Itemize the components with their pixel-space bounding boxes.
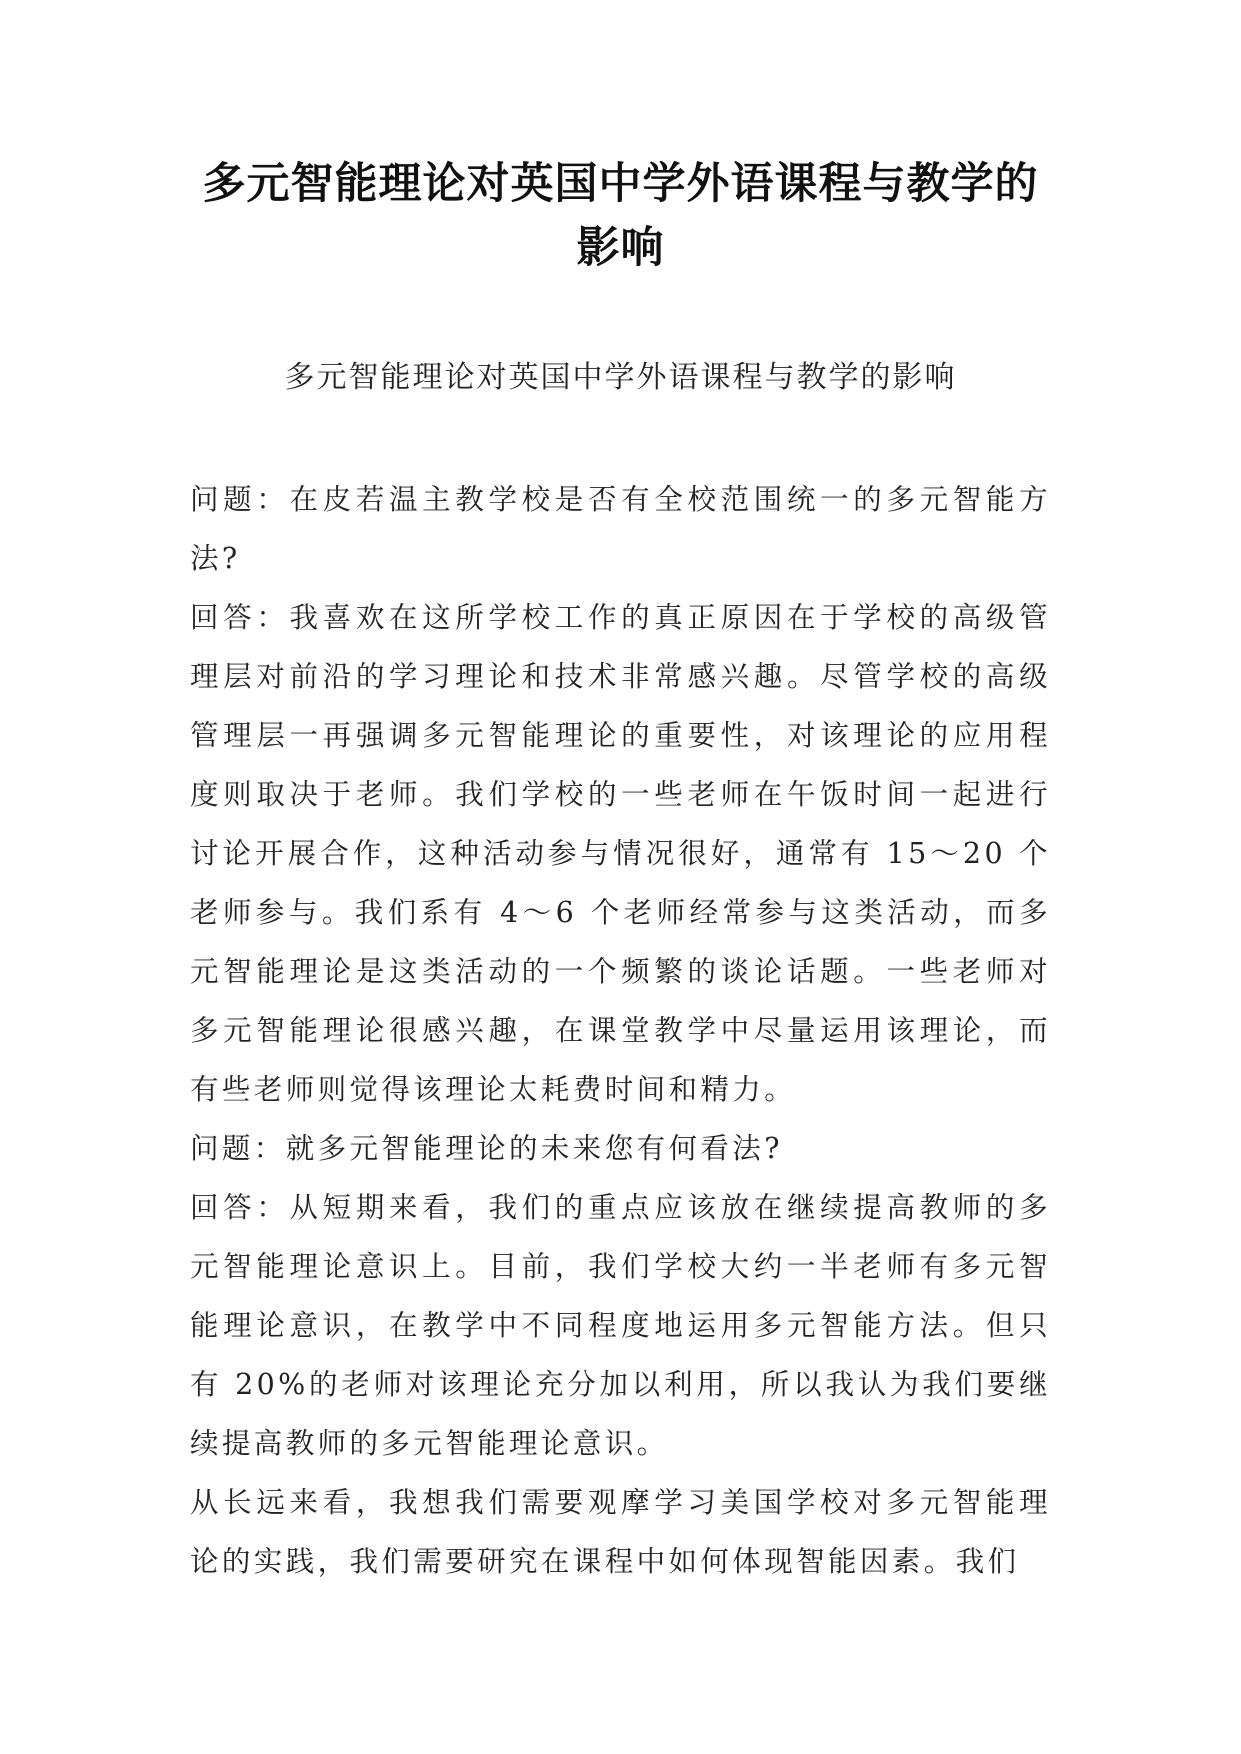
paragraph-question-2: 问题：就多元智能理论的未来您有何看法? [190,1132,783,1165]
document-title: 多元智能理论对英国中学外语课程与教学的影响 [202,159,1039,273]
paragraph-answer-1: 回答：我喜欢在这所学校工作的真正原因在于学校的高级管理层对前沿的学习理论和技术非常感兴趣。尽管学校的高级管理层一再强调多元智能理论的重要性，对该理论的应用程度则取决于老师。我们学校的一些老师在午饭时间一起进行讨论开展合作，这种活动参与情况很好，通常有 15～20 个老师参与。我们系有 4～6 个老师经常参与这类活动，而多元智能理论是这类活动的一个频繁的谈论话题。一些老师对多元智能理论很感兴趣，在课堂教学中尽量运用该理论，而有些老师则觉得该理论太耗费时间和精力。 [190,601,1051,1106]
paragraph-long-term: 从长远来看，我想我们需要观摩学习美国学校对多元智能理论的实践，我们需要研究在课程中如何体现智能因素。我们 [190,1486,1051,1578]
document-subtitle: 多元智能理论对英国中学外语课程与教学的影响 [284,360,957,395]
document-body [190,470,1051,1591]
paragraph-answer-2: 回答：从短期来看，我们的重点应该放在继续提高教师的多元智能理论意识上。目前，我们学校大约一半老师有多元智能理论意识，在教学中不同程度地运用多元智能方法。但只有 20%的老师对该理论充分加以利用，所以我认为我们要继续提高教师的多元智能理论意识。 [190,1191,1051,1460]
paragraph-question-1: 问题：在皮若温主教学校是否有全校范围统一的多元智能方法? [190,483,1051,575]
